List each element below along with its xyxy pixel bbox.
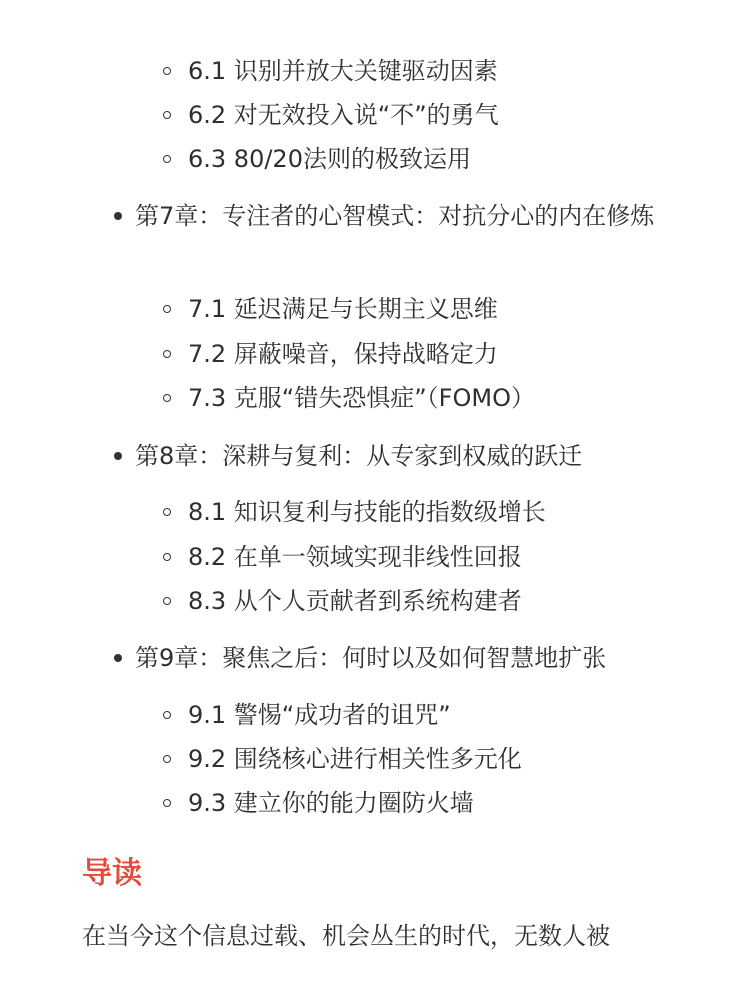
toc-subitem-6-2: 6.2 对无效投入说“不”的勇气 [188, 101, 499, 129]
toc-chapter-7: 第7章：专注者的心智模式：对抗分心的内在修炼 [135, 194, 675, 238]
section-heading-intro: 导读 [82, 856, 142, 891]
toc-subitem-8-1: 8.1 知识复利与技能的指数级增长 [188, 498, 546, 526]
toc-subitem-7-1: 7.1 延迟满足与长期主义思维 [188, 295, 498, 323]
toc-subitem-6-3: 6.3 80/20法则的极致运用 [188, 145, 471, 173]
toc-subitem-6-1: 6.1 识别并放大关键驱动因素 [188, 57, 498, 85]
toc-subitem-9-2: 9.2 围绕核心进行相关性多元化 [188, 745, 522, 773]
toc-subitem-8-2: 8.2 在单一领域实现非线性回报 [188, 543, 522, 571]
toc-subitem-9-1: 9.1 警惕“成功者的诅咒” [188, 701, 451, 729]
toc-subitem-8-3: 8.3 从个人贡献者到系统构建者 [188, 587, 522, 615]
toc-chapter-8: 第8章：深耕与复利：从专家到权威的跃迁 [135, 434, 675, 478]
toc-chapter-9: 第9章：聚焦之后：何时以及如何智慧地扩张 [135, 636, 675, 680]
intro-paragraph: 在当今这个信息过载、机会丛生的时代，无数人被 [82, 922, 610, 950]
toc-subitem-9-3: 9.3 建立你的能力圈防火墙 [188, 789, 474, 817]
toc-subitem-7-3: 7.3 克服“错失恐惧症”（FOMO） [188, 384, 535, 412]
toc-subitem-7-2: 7.2 屏蔽噪音，保持战略定力 [188, 340, 498, 368]
